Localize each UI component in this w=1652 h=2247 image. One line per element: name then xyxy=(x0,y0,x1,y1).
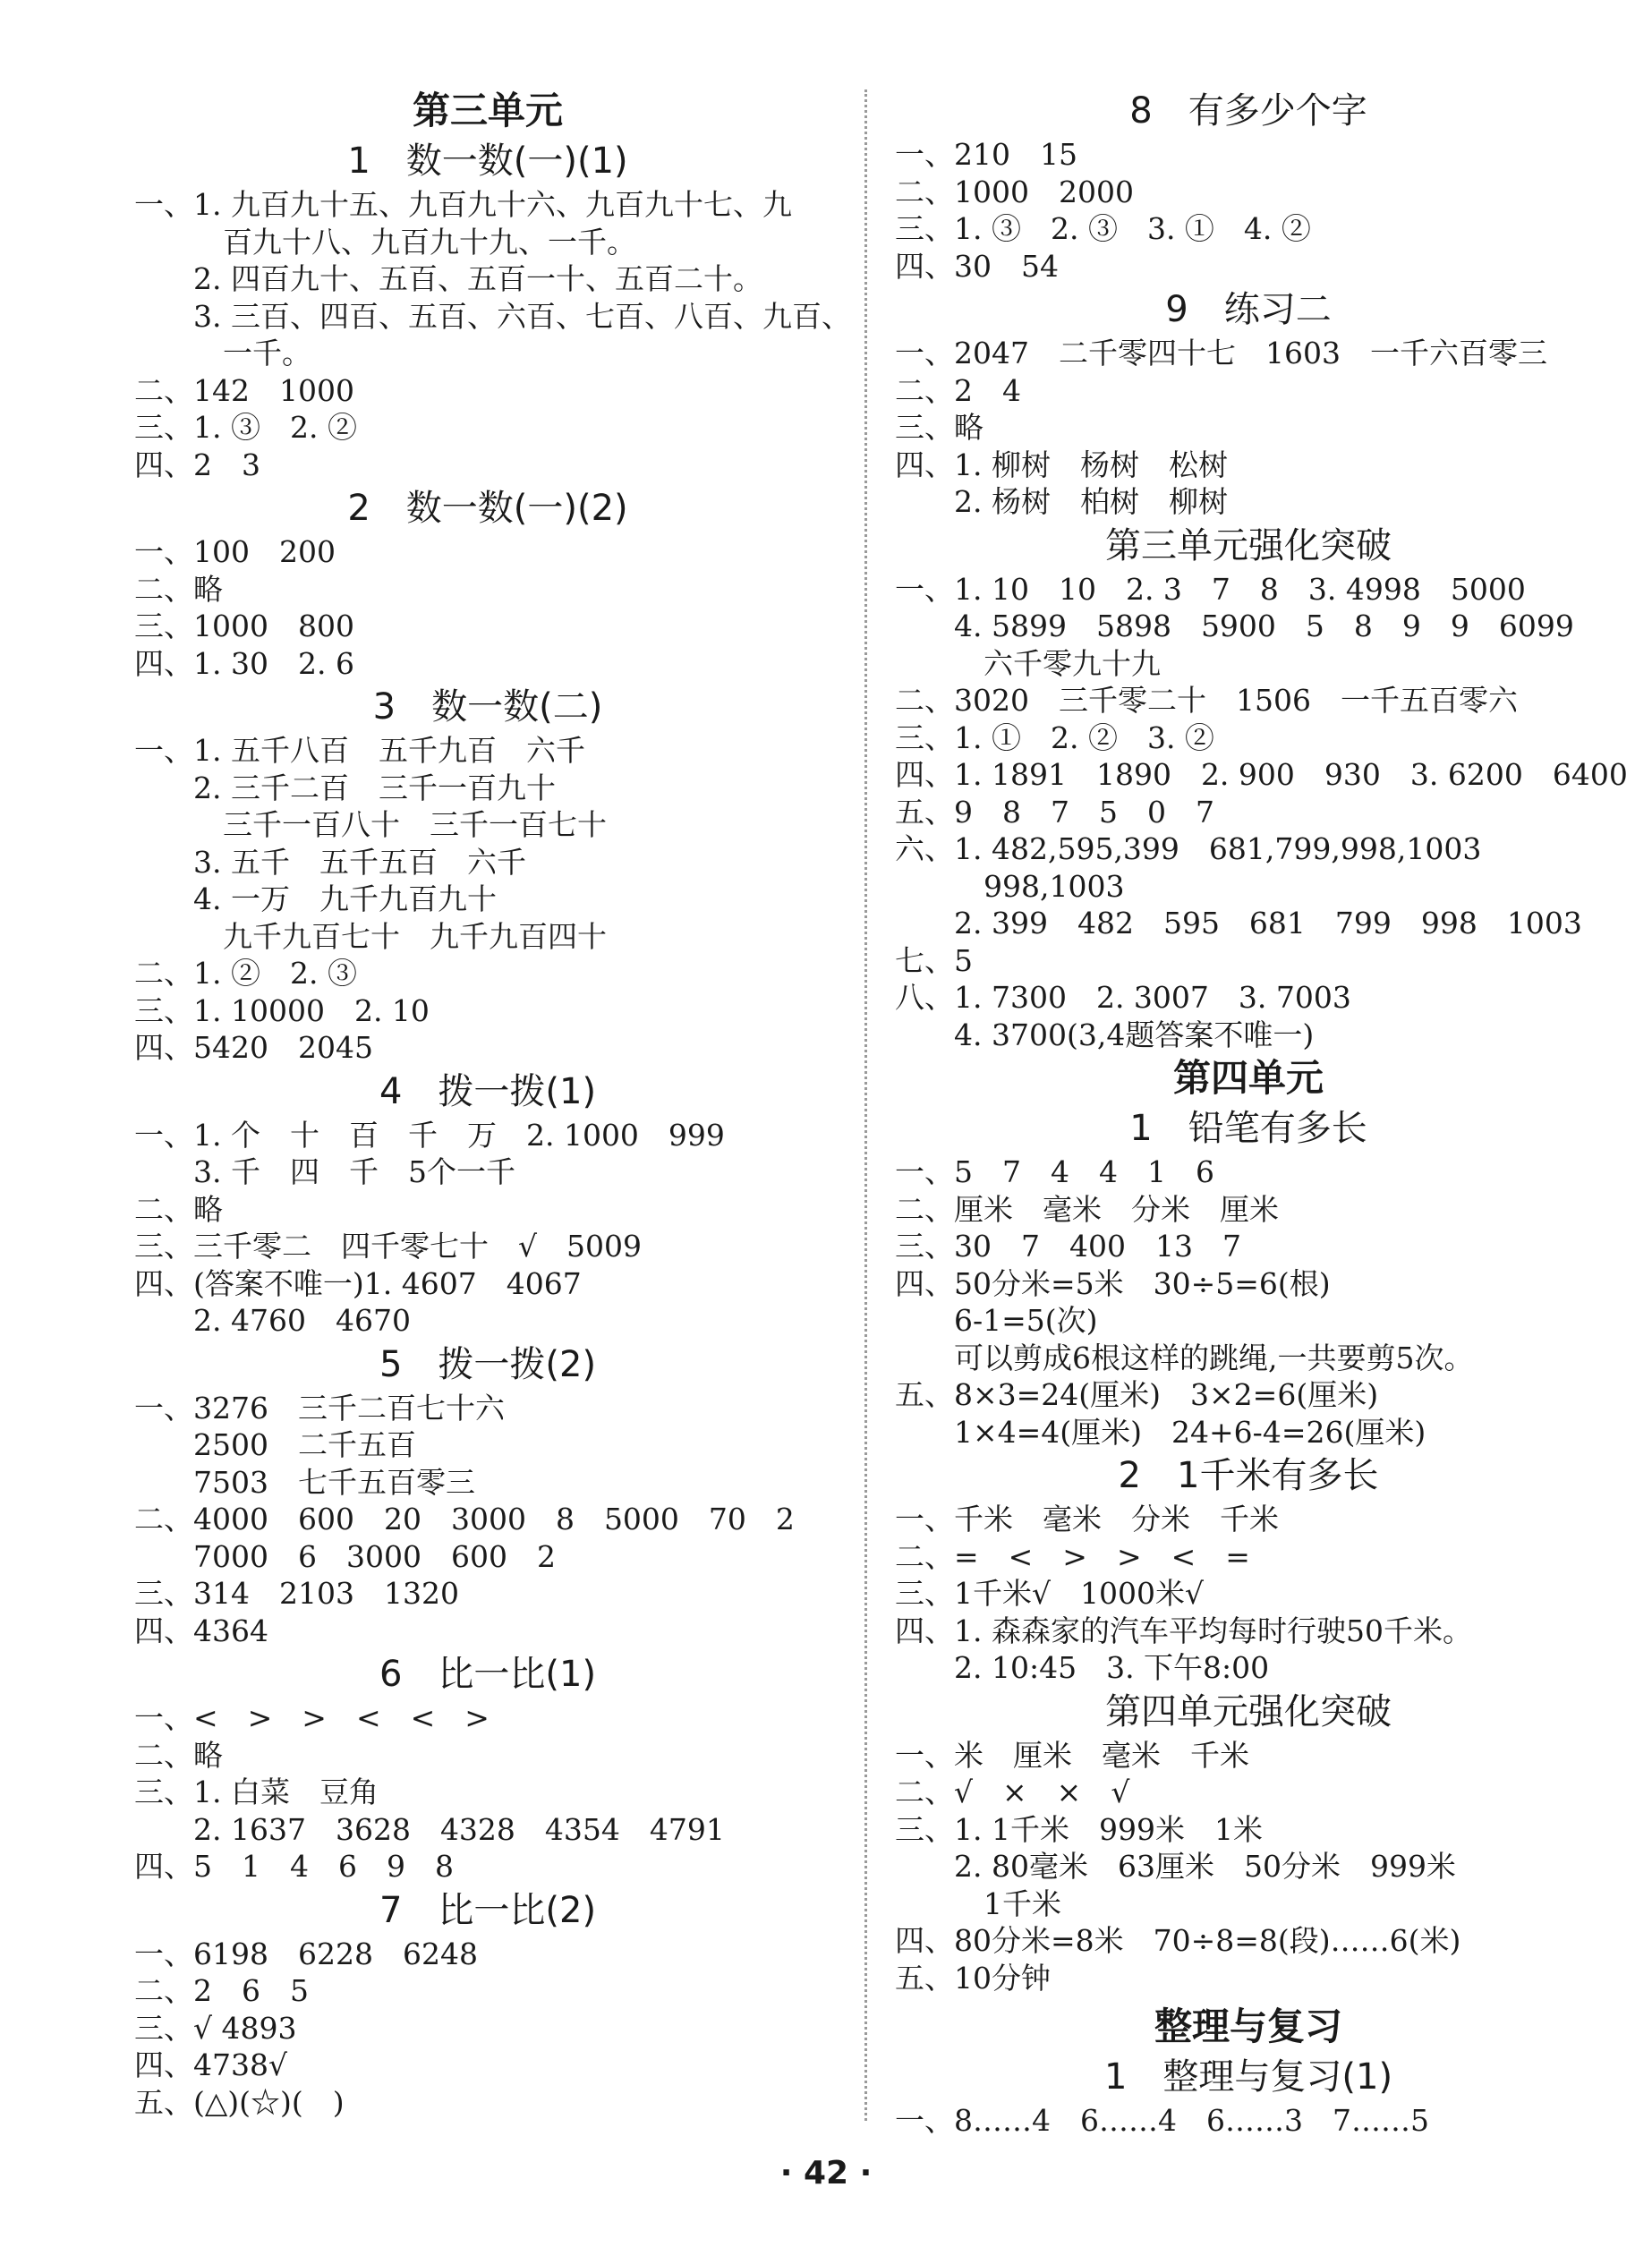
answer-line: 2. 399 482 595 681 799 998 1003 xyxy=(895,906,1582,941)
answer-line: 五、8×3=24(厘米) 3×2=6(厘米) xyxy=(895,1377,1379,1412)
unit-title: 整理与复习 xyxy=(1154,2004,1342,2048)
lesson-title: 8 有多少个字 xyxy=(1129,90,1367,132)
lesson-title: 1 数一数(一)(1) xyxy=(347,140,628,182)
answer-line: 二、142 1000 xyxy=(134,372,354,408)
answer-line: 二、1000 2000 xyxy=(895,174,1134,209)
answer-line: 六千零九十九 xyxy=(895,645,1161,681)
answer-line: 二、略 xyxy=(134,571,223,607)
answer-line: 一千。 xyxy=(134,336,311,370)
answer-line: 四、1. 柳树 杨树 松树 xyxy=(895,447,1228,482)
answer-line: 4. 5899 5898 5900 5 8 9 9 6099 xyxy=(895,609,1574,643)
answer-line: 一、1. 五千八百 五千九百 六千 xyxy=(134,733,585,768)
answer-line: 一、米 厘米 毫米 千米 xyxy=(895,1737,1249,1773)
answer-line: 二、2 4 xyxy=(895,372,1021,408)
answer-line: 2. 80毫米 63厘米 50分米 999米 xyxy=(895,1849,1456,1884)
answer-line: 四、4364 xyxy=(134,1613,268,1648)
answer-line: 一、6198 6228 6248 xyxy=(134,1936,478,1971)
answer-line: 二、略 xyxy=(134,1191,223,1227)
answer-line: 四、5420 2045 xyxy=(134,1030,373,1065)
answer-line: 八、1. 7300 2. 3007 3. 7003 xyxy=(895,980,1351,1015)
answer-line: 九千九百七十 九千九百四十 xyxy=(134,918,607,954)
lesson-title: 9 练习二 xyxy=(1165,289,1332,330)
lesson-title: 2 1千米有多长 xyxy=(1118,1455,1379,1496)
answer-line: 2. 四百九十、五百、五百一十、五百二十。 xyxy=(134,261,762,296)
answer-line: 7000 6 3000 600 2 xyxy=(134,1538,556,1574)
left-column xyxy=(134,86,851,2121)
answer-line: 三、三千零二 四千零七十 √ 5009 xyxy=(134,1229,643,1264)
answer-line: 2500 二千五百 xyxy=(134,1427,416,1462)
answer-line: 二、4000 600 20 3000 8 5000 70 2 xyxy=(134,1502,795,1536)
answer-line: 三、1. ① 2. ② 3. ② xyxy=(895,719,1214,755)
lesson-title: 6 比一比(1) xyxy=(379,1654,597,1695)
answer-line: 四、1. 森森家的汽车平均每时行驶50千米。 xyxy=(895,1613,1472,1648)
answer-line: 7503 七千五百零三 xyxy=(134,1464,475,1500)
answer-line: 三、1. ③ 2. ② xyxy=(134,410,357,445)
answer-line: 一、3276 三千二百七十六 xyxy=(134,1390,505,1426)
answer-line: 3. 三百、四百、五百、六百、七百、八百、九百、 xyxy=(134,298,851,334)
answer-line: 三、1千米√ 1000米√ xyxy=(895,1576,1205,1611)
answer-line: 二、2 6 5 xyxy=(134,1973,309,2008)
answer-line: 五、(△)(☆)( ) xyxy=(134,2084,345,2120)
answer-line: 2. 杨树 柏树 柳树 xyxy=(895,484,1228,519)
answer-line: 2. 1637 3628 4328 4354 4791 xyxy=(134,1811,725,1847)
answer-line: 三、1. 1千米 999米 1米 xyxy=(895,1811,1263,1847)
answer-line: 6-1=5(次) xyxy=(895,1303,1098,1338)
answer-line: 一、1. 个 十 百 千 万 2. 1000 999 xyxy=(134,1117,725,1153)
lesson-title: 7 比一比(2) xyxy=(379,1889,597,1931)
answer-line: 五、10分钟 xyxy=(895,1960,1051,1996)
answer-line: 一、< > > < < > xyxy=(134,1700,490,1735)
answer-line: 三、1. 白菜 豆角 xyxy=(134,1775,379,1809)
lesson-title: 1 整理与复习(1) xyxy=(1103,2056,1393,2098)
answer-line: 三、√ 4893 xyxy=(134,2010,297,2046)
unit-title: 第四单元 xyxy=(1172,1056,1324,1100)
answer-line: 三、30 7 400 13 7 xyxy=(895,1229,1241,1264)
answer-line: 一、1. 九百九十五、九百九十六、九百九十七、九 xyxy=(134,187,792,222)
answer-line: 三、1. ③ 2. ③ 3. ① 4. ② xyxy=(895,211,1311,246)
answer-line: 1千米 xyxy=(895,1885,1061,1921)
lesson-title: 第四单元强化突破 xyxy=(1105,1690,1392,1732)
answer-line: 六、1. 482,595,399 681,799,998,1003 xyxy=(895,831,1482,866)
answer-line: 4. 3700(3,4题答案不唯一) xyxy=(895,1017,1315,1052)
answer-line: 四、1. 1891 1890 2. 900 930 3. 6200 6400 xyxy=(895,757,1628,792)
unit-title: 第三单元 xyxy=(412,89,563,132)
lesson-title: 2 数一数(一)(2) xyxy=(347,488,628,529)
answer-line: 二、√ × × √ xyxy=(895,1775,1130,1809)
answer-line: 一、2047 二千零四十七 1603 一千六百零三 xyxy=(895,336,1547,370)
answer-line: 2. 三千二百 三千一百九十 xyxy=(134,770,556,805)
answer-line: 四、50分米=5米 30÷5=6(根) xyxy=(895,1265,1331,1301)
answer-line: 2. 10:45 3. 下午8:00 xyxy=(895,1650,1270,1685)
answer-line: 七、5 xyxy=(895,942,973,978)
answer-line: 三、略 xyxy=(895,410,984,445)
answer-line: 3. 五千 五千五百 六千 xyxy=(134,844,526,880)
answer-line: 3. 千 四 千 5个一千 xyxy=(134,1154,515,1189)
page-number: · 42 · xyxy=(779,2155,873,2192)
answer-line: 4. 一万 九千九百九十 xyxy=(134,881,497,916)
column-divider xyxy=(864,89,867,2121)
answer-line: 可以剪成6根这样的跳绳,一共要剪5次。 xyxy=(895,1340,1474,1375)
lesson-title: 第三单元强化突破 xyxy=(1105,524,1392,566)
answer-line: 一、210 15 xyxy=(895,137,1077,172)
lesson-title: 1 铅笔有多长 xyxy=(1129,1108,1367,1149)
answer-line: 二、厘米 毫米 分米 厘米 xyxy=(895,1191,1279,1227)
right-column xyxy=(895,86,1628,2140)
lesson-title: 3 数一数(二) xyxy=(372,686,603,728)
answer-line: 二、1. ② 2. ③ xyxy=(134,956,357,991)
answer-line: 一、5 7 4 4 1 6 xyxy=(895,1154,1214,1189)
answer-line: 一、100 200 xyxy=(134,534,336,569)
answer-line: 四、(答案不唯一)1. 4607 4067 xyxy=(134,1265,582,1301)
answer-line: 百九十八、九百九十九、一千。 xyxy=(134,224,636,260)
answer-line: 四、1. 30 2. 6 xyxy=(134,645,354,681)
answer-line: 2. 4760 4670 xyxy=(134,1303,411,1338)
answer-line: 一、1. 10 10 2. 3 7 8 3. 4998 5000 xyxy=(895,571,1526,607)
answer-line: 二、3020 三千零二十 1506 一千五百零六 xyxy=(895,683,1518,718)
answer-line: 一、8……4 6……4 6……3 7……5 xyxy=(895,2103,1429,2138)
answer-line: 三、314 2103 1320 xyxy=(134,1576,459,1611)
answer-line: 1×4=4(厘米) 24+6-4=26(厘米) xyxy=(895,1414,1426,1450)
answer-line: 二、= < > > < = xyxy=(895,1538,1250,1574)
answer-line: 四、80分米=8米 70÷8=8(段)……6(米) xyxy=(895,1923,1461,1958)
answer-line: 四、5 1 4 6 9 8 xyxy=(134,1849,454,1884)
lesson-title: 5 拨一拨(2) xyxy=(379,1343,597,1385)
answer-line: 四、4738√ xyxy=(134,2047,288,2082)
answer-line: 三、1000 800 xyxy=(134,609,354,643)
answer-line: 五、9 8 7 5 0 7 xyxy=(895,794,1214,830)
answer-line: 四、2 3 xyxy=(134,447,260,482)
answer-line: 三、1. 10000 2. 10 xyxy=(134,992,430,1028)
answer-line: 一、千米 毫米 分米 千米 xyxy=(895,1502,1279,1536)
answer-line: 四、30 54 xyxy=(895,248,1059,284)
answer-line: 998,1003 xyxy=(895,868,1125,904)
answer-line: 三千一百八十 三千一百七十 xyxy=(134,807,607,842)
answer-line: 二、略 xyxy=(134,1737,223,1773)
lesson-title: 4 拨一拨(1) xyxy=(379,1070,597,1112)
